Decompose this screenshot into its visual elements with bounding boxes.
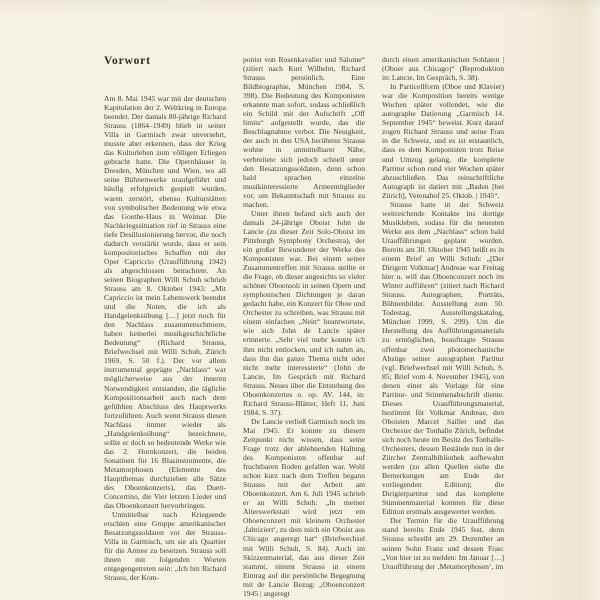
text-column-2 xyxy=(243,55,365,598)
paragraph: In Particellform (Oboe und Klavier) war die Komposition bereits wenige Wochen später vollendet, wie die autographe Datierung „Garmisch 14. September 1945“ beweist. Kurz darauf zogen Richard Strauss und seine Frau in die Schweiz, und es ist erstaunlich, dass es dem Komponisten trotz Reise und Umzug gelang, die komplette Partitur schon rund vier Wochen später abzuschließen. Das reinschriftliche Autograph ist datiert mit „Baden [bei Zürich], Verenahof 25. Oktob. | 1945“. xyxy=(382,82,504,200)
paragraph: Der Termin für die Uraufführung stand bereits Ende 1945 fest, denn Strauss schreibt am 29. Dezember an seinen Sohn Franz und dessen Frau: „Von hier ist zu melden: Im Januar […] Uraufführung der ‚Metamorphosen‘, im xyxy=(382,516,504,571)
text-column-1 xyxy=(104,55,226,598)
paragraph: De Lancie verließ Garmisch noch im Mai 1945. Er konnte zu diesem Zeitpunkt nicht wissen, dass seine Frage trotz der ablehnenden Haltung des Komponisten offenbar auf fruchtbaren Boden gefallen war. Wohl schon kurz nach dem Treffen begann Strauss mit der Arbeit am Oboenkonzert. Am 6. Juli 1945 schrieb er an Willi Schuh: „In meiner Alterswerkstatt wird jetzt ein Oboenconzert mit kleinem Orchester ‚fabriziert‘, zu dem mich ein Oboist aus Chicago angeregt hat“ (Briefwechsel mit Willi Schuh, S. 84). Auch im Skizzenmaterial, das aus dieser Zeit stammt, nimmt Strauss in einem Eintrag auf die persönliche Begegnung mit de Lancie Bezug: „Oboenconzert 1945 | angeregt xyxy=(243,416,365,598)
paragraph: Unter ihnen befand sich auch der damals 24-jährige Oboist John de Lancie (zu dieser Zeit Solo-Oboist im Pittsburgh Symphony Orchestra), der ein großer Bewunderer der Werke des Komponisten war. Bei einem seiner Zusammentreffen mit Strauss stellte er die Frage, ob dieser angesichts so vieler schöner Oboensoli in seinen Opern und symphonischen Dichtungen je daran gedacht habe, ein Konzert für Oboe und Orchester zu schreiben, was Strauss mit einem einfachen „Nein“ beantwortete, wie sich John de Lancie später erinnerte. „Sehr viel mehr konnte ich ihm nicht entlocken, und ich nahm an, dass ihn das ganze Thema nicht oder nicht mehr interessierte“ (John de Lancie, Im Gespräch mit Richard Strauss. Neues über die Entstehung des Oboenkonzertes o. op. AV. 144, in: Richard Strauss-Blätter, Heft 11, Juni 1984, S. 37). xyxy=(243,208,365,417)
paragraph: Am 8. Mai 1945 war mit der deutschen Kapitulation der 2. Weltkrieg in Europa beendet. Der damals 80-jährige Richard Strauss (1864–1949) blieb in seiner Villa in Garmisch zwar unversehrt, musste aber erkennen, dass der Krieg das Kulturleben zum völligen Erliegen gebracht hatte. Die Opernhäuser in Dresden, München und Wien, wo all seine Bühnenwerke uraufgeführt und häufig erfolgreich gespielt wurden, waren zerstört, ebenso Kulturstätten von symbolischer Bedeutung wie etwa das Goethe-Haus in Weimar. Die Nachkriegssituation rief in Strauss eine tiefe Desillusionierung hervor, die noch dadurch verstärkt wurde, dass er sein kompositorisches Schaffen mit der Oper Capriccio (Uraufführung 1942) als abgeschlossen betrachtete. An seinen Biographen Willi Schuh schrieb Strauss am 8. Oktober 1943: „Mit Capriccio ist mein Lebenswerk beendet und die Noten, die ich als Handgelenksübung […] jetzt noch für den Nachlass zusammenschmiere, haben keinerlei musikgeschichtliche Bedeutung“ (Richard Strauss, Briefwechsel mit Willi Schuh, Zürich 1969, S. 50 f.). Der vor allem instrumental geprägte „Nachlass“ war möglicherweise aus der inneren Notwendigkeit entstanden, die tägliche Kompositionsarbeit auch nach dem gefühlten Abschluss des Hauptwerks fortzuführen. Auch wenn Strauss diesen Nachlass immer wieder als „Handgelenksübung“ bezeichnete, sollte er doch so bedeutende Werke wie das 2. Hornkonzert, die beiden Sonatinen für 16 Blasinstrumente, die Metamorphosen (Elemente des Hauptthemas durchziehen alle Sätze des Oboenkonzerts), das Duett-Concertino, die Vier letzten Lieder und das Oboenkonzert hervorbringen. xyxy=(104,94,226,511)
preface-text-block xyxy=(104,55,504,598)
paragraph: durch einen amerikanischen Soldaten | (Oboer aus Chicago)“ (Reproduktion in: Lancie, Im Gespräch, S. 38). xyxy=(382,55,504,83)
page-title: Vorwort xyxy=(104,55,151,67)
paragraph: ponist von Rosenkavalier und Salome“ (zitiert nach Kurt Wilhelm, Richard Strauss persönlich. Eine Bildbiographie, München 1984, S. 398). Die Bedeutung des Komponisten erkannte man sofort, sodass schließlich ein Schild mit der Aufschrift „Off limits“ aufgestellt wurde, das die Beschlagnahme verbot. Die Neuigkeit, der auch in den USA berühmte Strauss wohne in unmittelbarer Nähe, verbreitete sich jedoch schnell unter den Besatzungssoldaten, denn schon bald sprachen einzelne musikinteressierte Armeemitglieder vor, um Bekanntschaft mit Strauss zu machen. xyxy=(243,55,365,209)
paragraph: Unmittelbar nach Kriegsende erschien eine Gruppe amerikanischer Besatzungssoldaten vor der Strauss-Villa in Garmisch, um sie als Quartier für die Armee zu besetzen. Strauss soll ihnen mit folgenden Worten entgegengetreten sein: „Ich bin Richard Strauss, der Kom- xyxy=(104,510,226,583)
paragraph: Strauss hatte in der Schweiz weitreichende Kontakte ins dortige Musikleben, sodass für die neuesten Werke aus dem „Nachlass“ schon bald Uraufführungen geplant wurden. Bereits am 30. Oktober 1945 heißt es in einem Brief an Willi Schuh: „[Der Dirigent Volkmar] Andreae war Freitag hier u. will das Oboenconzert noch im Winter aufführen“ (zitiert nach Richard Strauss. Autographen, Porträts, Bühnenbilder. Ausstellung zum 50. Todestag, Ausstellungskatalog, München 1999, S. 299). Um die Herstellung des Aufführungsmaterials zu ermöglichen, beauftragte Strauss offenbar zwei photomechanische Abzüge seiner autographen Partitur (vgl. Briefwechsel mit Willi Schuh, S. 85; Brief vom 4. November 1945), von denen einer als Vorlage für eine Partitur- und Stimmenabschrift diente. Dieses Uraufführungsmaterial, bestimmt für Volkmar Andreae, den Oboisten Marcel Saillet und das Orchester der Tonhalle Zürich, befindet sich noch heute im Besitz des Tonhalle-Orchesters, dessen Bestände nun in der Zürcher Zentralbibliothek aufbewahrt werden (zu allen Quellen siehe die Bemerkungen am Ende der vorliegenden Edition); die Dirigierpartitur und das komplette Stimmenmaterial konnten für diese Edition erstmals ausgewertet werden. xyxy=(382,199,504,517)
text-column-3 xyxy=(382,55,504,598)
